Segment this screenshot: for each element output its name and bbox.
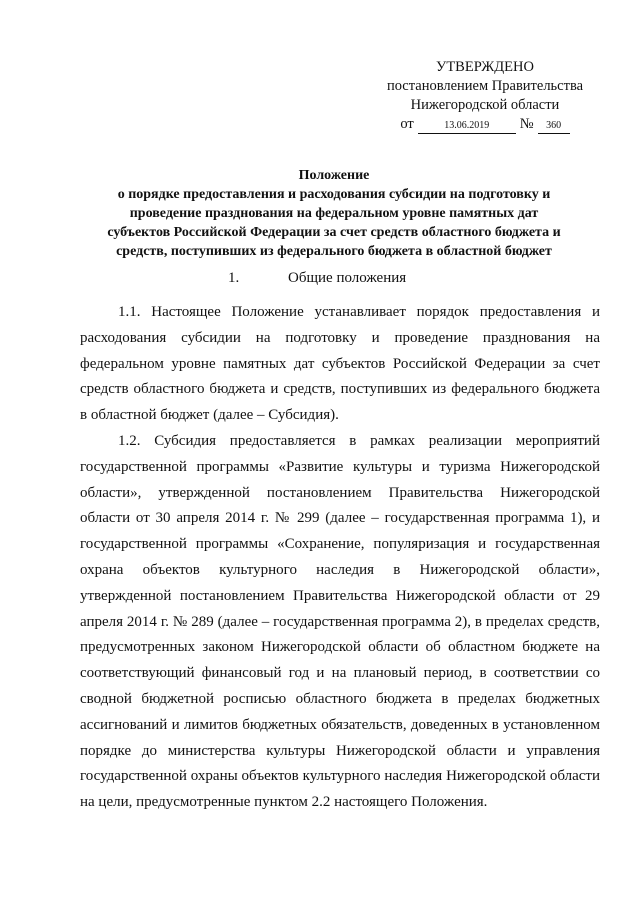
approval-date-line — [375, 115, 595, 134]
body-text — [80, 300, 600, 816]
paragraph-1-1: 1.1. Настоящее Положение устанавливает порядок предоставления и расходования субсидии на подготовку и проведение празднования на федеральном уровне памятных дат субъектов Российской Федерации за счет средств областного бюджета и средств, поступивших из федерального бюджета в областной бюджет (далее – Субсидия). — [80, 304, 600, 424]
section-heading — [228, 268, 406, 288]
approval-stamp — [375, 58, 595, 134]
approval-region: Нижегородской области — [410, 97, 560, 113]
title-line-2: о порядке предоставления и расходования субсидии на подготовку и — [117, 187, 551, 202]
approval-from-label: от — [400, 116, 414, 132]
title-line-1: Положение — [298, 168, 370, 183]
approval-date: 13.06.2019 — [418, 119, 516, 134]
title-line-5: средств, поступивших из федерального бюджета в областной бюджет — [116, 244, 552, 259]
section-number: 1. — [228, 270, 240, 286]
section-title: Общие положения — [288, 270, 407, 286]
title-line-3: проведение празднования на федеральном уровне памятных дат — [129, 206, 539, 221]
approval-heading: УТВЕРЖДЕНО — [436, 59, 534, 75]
title-line-4: субъектов Российской Федерации за счет средств областного бюджета и — [107, 225, 561, 240]
paragraph-1-2: 1.2. Субсидия предоставляется в рамках реализации мероприятий государственной программы «Развитие культуры и туризма Нижегородской области», утвержденной постановлением Правительства Нижегородской области от 30 апреля 2014 г. № 299 (далее – государственная программа 1), и государственной программы «Сохранение, популяризация и государственная охрана объектов культурного наследия в Нижегородской области», утвержденной постановлением Правительства Нижегородской области от 29 апреля 2014 г. № 289 (далее – государственная программа 2), в пределах средств, предусмотренных законом Нижегородской области об областном бюджете на соответствующий финансовый год и на плановый период, в соответствии со сводной бюджетной росписью областного бюджета в пределах бюджетных ассигнований и лимитов бюджетных обязательств, доведенных в установленном порядке до министерства культуры Нижегородской области и управления государственной охраны объектов культурного наследия Нижегородской области на цели, предусмотренные пунктом 2.2 настоящего Положения. — [80, 432, 600, 811]
approval-number-sign: № — [519, 116, 534, 132]
document-title — [70, 166, 598, 261]
approval-authority: постановлением Правительства — [386, 78, 584, 94]
approval-number: 360 — [538, 119, 570, 134]
